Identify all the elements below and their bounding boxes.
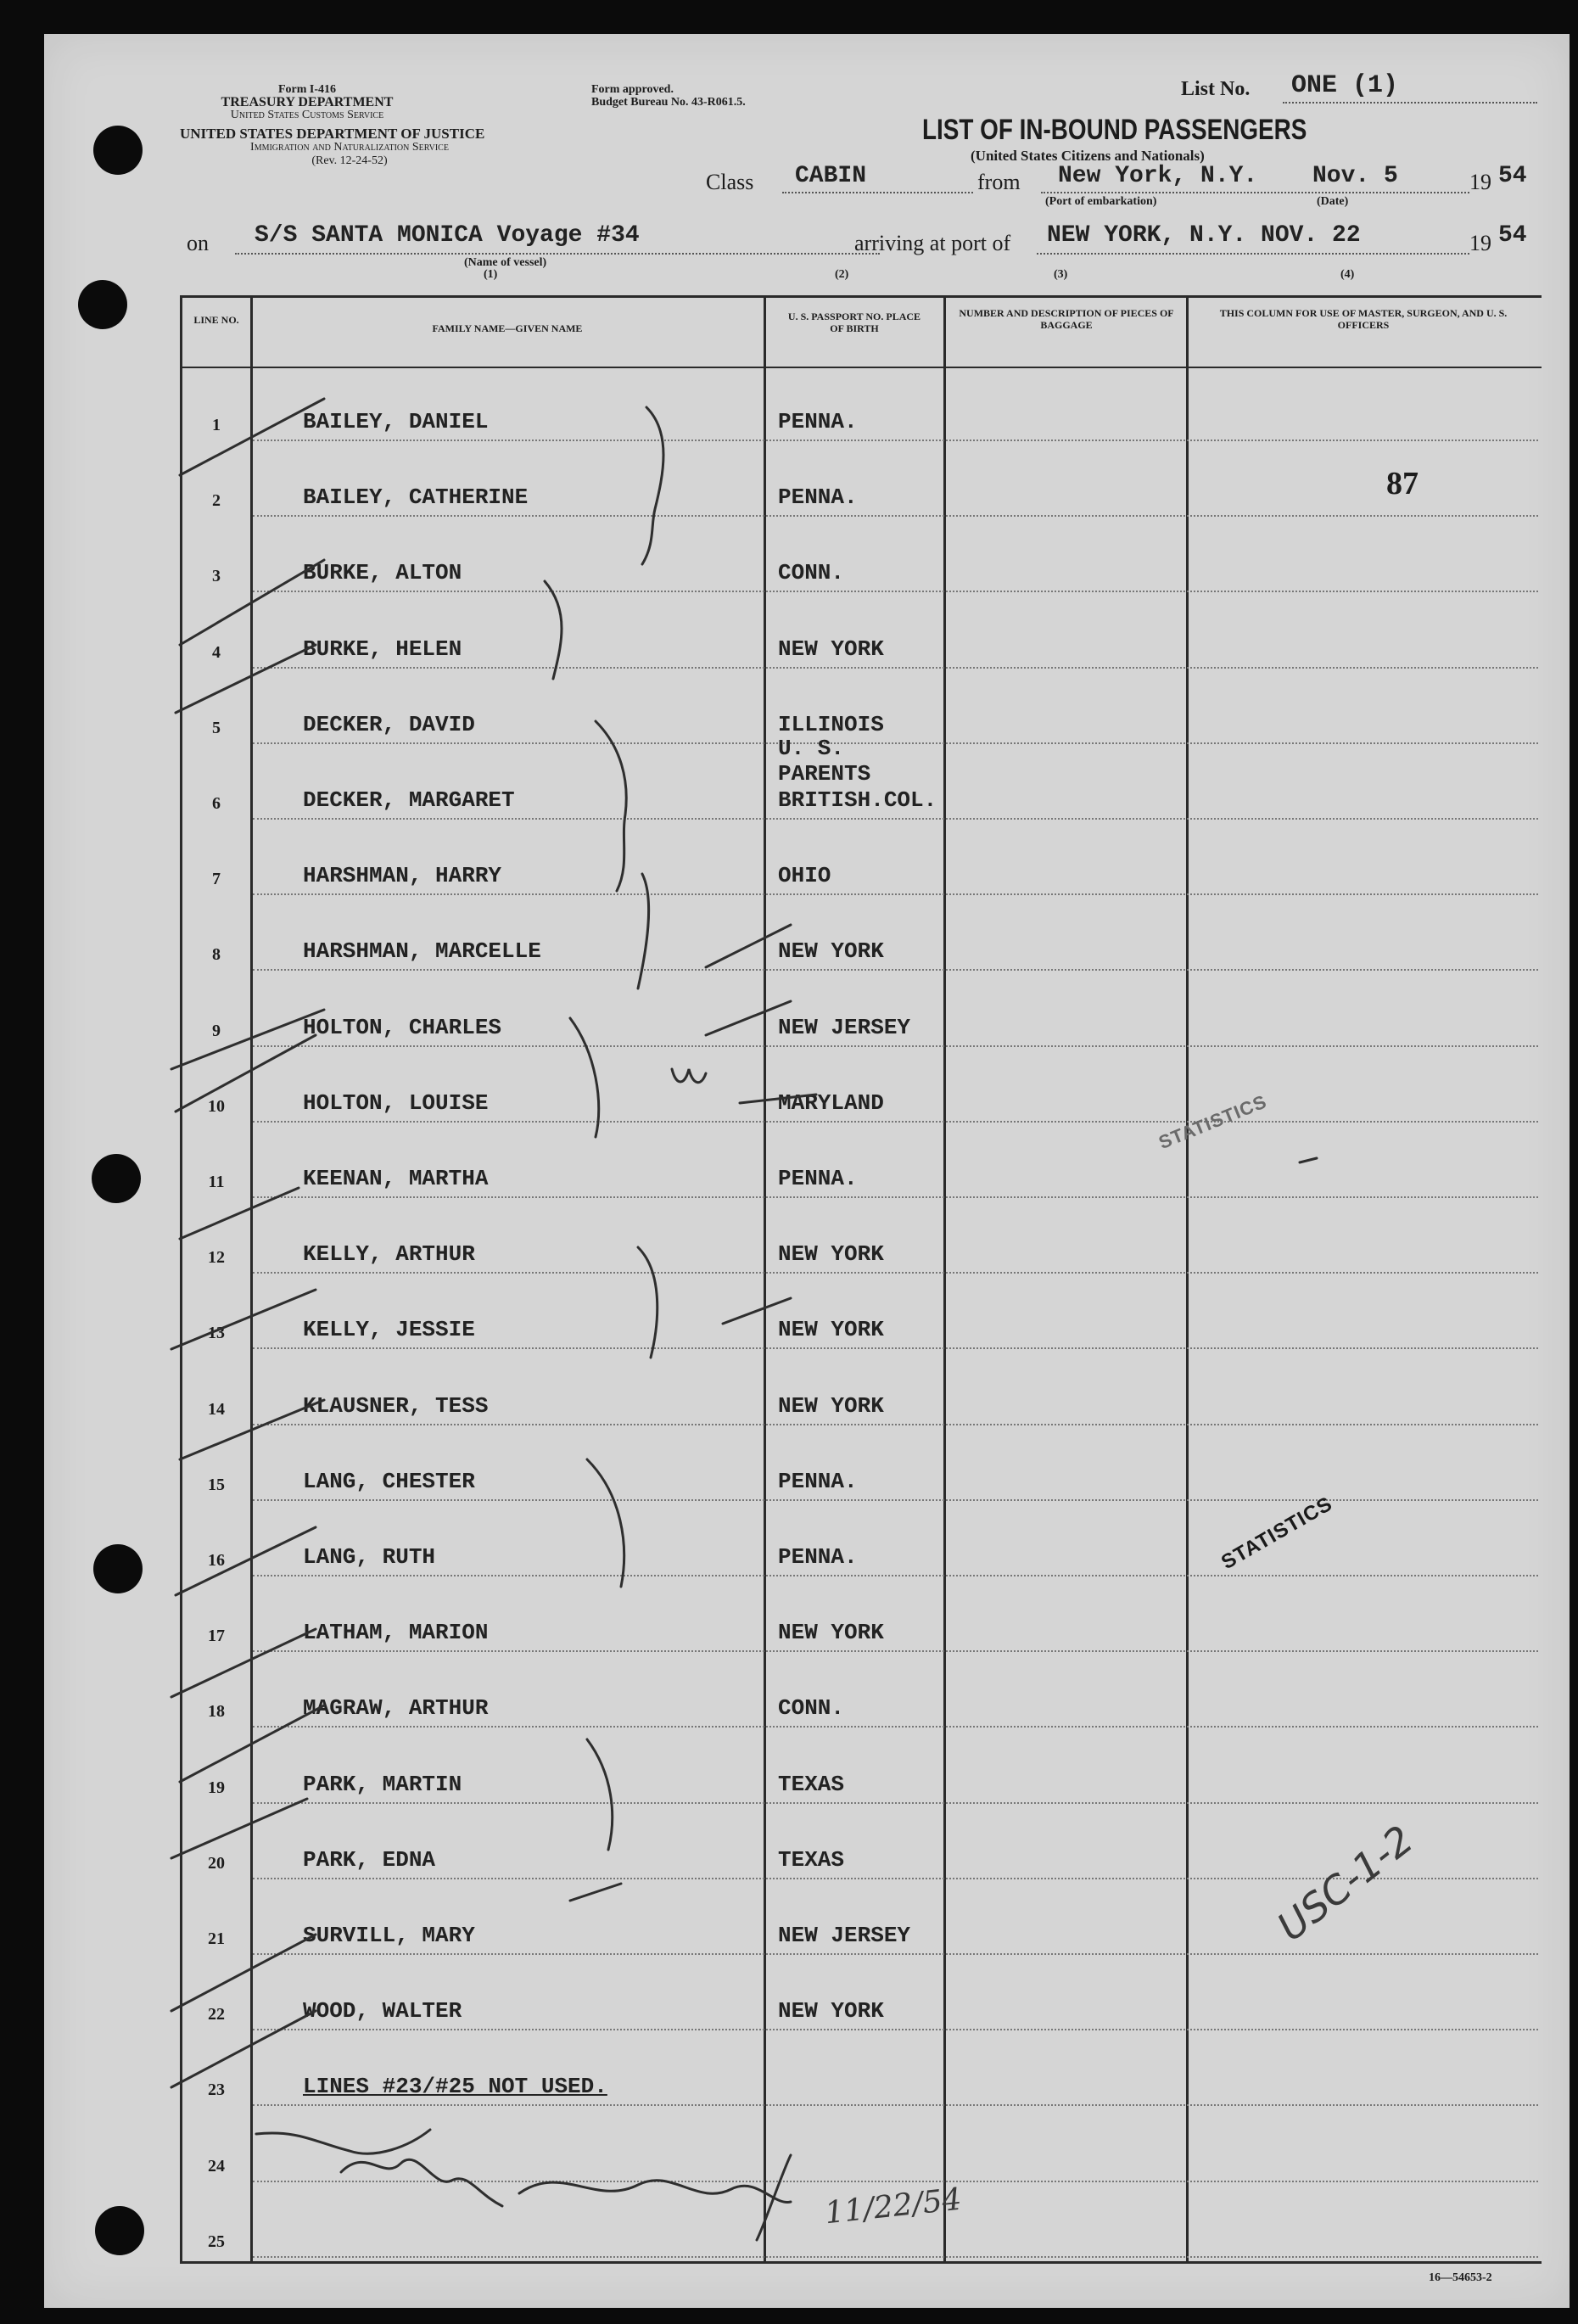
- place-of-birth: NEW JERSEY: [778, 1014, 911, 1040]
- list-no-label: List No.: [1181, 78, 1251, 100]
- line-number: 3: [212, 567, 221, 586]
- place-of-birth: NEW YORK: [778, 938, 884, 965]
- birth-extra-parents: PARENTS: [778, 761, 871, 787]
- caption-4: (4): [1340, 268, 1355, 281]
- caption-3: (3): [1054, 268, 1068, 281]
- revision: (Rev. 12-24-52): [311, 154, 388, 167]
- passenger-name: DECKER, MARGARET: [303, 787, 515, 813]
- form-title: LIST OF IN-BOUND PASSENGERS: [922, 114, 1307, 146]
- passenger-name: BAILEY, CATHERINE: [303, 484, 529, 511]
- line-number: 22: [208, 2005, 225, 2024]
- place-of-birth: NEW YORK: [778, 1241, 884, 1268]
- passenger-name: SURVILL, MARY: [303, 1923, 475, 1948]
- class-value: CABIN: [795, 163, 867, 189]
- line-number: 2: [212, 491, 221, 511]
- passenger-name: KLAUSNER, TESS: [303, 1392, 489, 1419]
- document-page: [44, 34, 1570, 2308]
- passenger-name: PARK, MARTIN: [303, 1771, 462, 1797]
- signature-date: 11/22/54: [823, 2181, 964, 2232]
- form-approved: Form approved.: [591, 83, 674, 96]
- place-of-birth: PENNA.: [778, 1468, 858, 1494]
- line-number: 20: [208, 1853, 225, 1873]
- line-number: 12: [208, 1248, 225, 1268]
- passenger-name: LATHAM, MARION: [303, 1620, 489, 1646]
- header-line-no: LINE NO.: [193, 314, 239, 326]
- passenger-name: BURKE, ALTON: [303, 560, 462, 586]
- ins-service: Immigration and Naturalization Service: [250, 141, 449, 154]
- line-number: 17: [208, 1627, 225, 1646]
- line-number: 8: [212, 945, 221, 965]
- place-of-birth: NEW YORK: [778, 1392, 884, 1419]
- line-number: 1: [212, 416, 221, 434]
- list-no-value: ONE (1): [1291, 71, 1399, 100]
- header-officers: THIS COLUMN FOR USE OF MASTER, SURGEON, AND U. S. OFFICERS: [1219, 307, 1508, 331]
- header-baggage: NUMBER AND DESCRIPTION OF PIECES OF BAGGAGE: [959, 307, 1174, 331]
- treasury-dept: TREASURY DEPARTMENT: [221, 95, 394, 109]
- birth-extra-us: U. S.: [778, 736, 845, 761]
- place-of-birth: TEXAS: [778, 1846, 845, 1873]
- vessel-caption: (Name of vessel): [464, 256, 547, 269]
- line-number: 21: [208, 1929, 225, 1948]
- usc-handwritten-note: USC-1-2: [1268, 1816, 1422, 1951]
- place-of-birth: NEW YORK: [778, 636, 884, 662]
- from-label: from: [977, 170, 1021, 194]
- passenger-name: BAILEY, DANIEL: [303, 409, 489, 434]
- passenger-name: HARSHMAN, MARCELLE: [303, 938, 541, 965]
- year-prefix: 19: [1469, 170, 1491, 194]
- passenger-name: KELLY, ARTHUR: [303, 1241, 475, 1268]
- passenger-name: DECKER, DAVID: [303, 711, 475, 737]
- line-number: 6: [212, 794, 221, 813]
- passenger-name: HOLTON, CHARLES: [303, 1014, 502, 1040]
- port-caption: (Port of embarkation): [1045, 195, 1157, 208]
- place-of-birth: PENNA.: [778, 1166, 858, 1191]
- line-number: 25: [208, 2232, 225, 2251]
- passenger-name: KEENAN, MARTHA: [303, 1166, 489, 1191]
- on-label: on: [187, 231, 209, 255]
- place-of-birth: CONN.: [778, 1695, 845, 1722]
- caption-2: (2): [835, 268, 849, 281]
- passenger-name: PARK, EDNA: [303, 1846, 436, 1873]
- line-number: 16: [208, 1551, 225, 1570]
- line-number: 10: [208, 1096, 225, 1116]
- place-of-birth: NEW YORK: [778, 1317, 884, 1343]
- footer-code: 16—54653-2: [1429, 2271, 1492, 2284]
- place-of-birth: TEXAS: [778, 1771, 845, 1797]
- line-number: 7: [212, 870, 221, 889]
- header-name: FAMILY NAME—GIVEN NAME: [432, 322, 583, 334]
- date-caption: (Date): [1317, 195, 1349, 208]
- line-number: 5: [212, 718, 221, 737]
- place-of-birth: NEW YORK: [778, 1998, 884, 2024]
- place-of-birth: PENNA.: [778, 409, 858, 434]
- place-of-birth: OHIO: [778, 863, 831, 889]
- place-of-birth: PENNA.: [778, 1544, 858, 1570]
- arriving-value: NEW YORK, N.Y. NOV. 22: [1047, 222, 1361, 249]
- line-number: 9: [212, 1021, 221, 1040]
- passenger-name: KELLY, JESSIE: [303, 1317, 475, 1343]
- passenger-name: HARSHMAN, HARRY: [303, 863, 502, 889]
- line-number: 18: [208, 1702, 225, 1722]
- passenger-name: LANG, CHESTER: [303, 1468, 475, 1494]
- place-of-birth: ILLINOIS: [778, 711, 884, 737]
- year2-prefix: 19: [1469, 231, 1491, 255]
- line-number: 11: [208, 1173, 225, 1191]
- place-of-birth: MARYLAND: [778, 1089, 884, 1116]
- budget-bureau: Budget Bureau No. 43-R061.5.: [591, 96, 746, 109]
- statistics-stamp: STATISTICS: [1217, 1492, 1337, 1575]
- class-label: Class: [706, 170, 754, 194]
- form-subtitle: (United States Citizens and Nationals): [971, 148, 1205, 164]
- passenger-name: LINES #23/#25 NOT USED.: [303, 2074, 607, 2100]
- handwritten-marks: [44, 34, 1570, 2308]
- passenger-name: BURKE, HELEN: [303, 636, 462, 662]
- statistics-stamp-faded: STATISTICS: [1156, 1090, 1270, 1154]
- caption-1: (1): [484, 268, 498, 281]
- year-value: 54: [1498, 163, 1527, 189]
- passenger-name: HOLTON, LOUISE: [303, 1089, 489, 1116]
- form-number: Form I-416: [277, 83, 337, 96]
- justice-dept: UNITED STATES DEPARTMENT OF JUSTICE: [180, 126, 485, 142]
- number-87: 87: [1386, 466, 1419, 501]
- line-number: 14: [208, 1399, 225, 1419]
- line-number: 15: [208, 1475, 225, 1494]
- date-value: Nov. 5: [1312, 163, 1398, 189]
- line-number: 19: [208, 1778, 225, 1797]
- year2-value: 54: [1498, 222, 1527, 249]
- place-of-birth: NEW YORK: [778, 1620, 884, 1646]
- from-value: New York, N.Y.: [1058, 163, 1258, 189]
- passenger-name: WOOD, WALTER: [303, 1998, 462, 2024]
- line-number: 4: [212, 642, 221, 662]
- customs-service: United States Customs Service: [230, 109, 384, 121]
- line-number: 24: [208, 2156, 225, 2176]
- place-of-birth: NEW JERSEY: [778, 1923, 911, 1948]
- header-passport: U. S. PASSPORT NO. PLACE OF BIRTH: [787, 311, 921, 334]
- place-of-birth: CONN.: [778, 560, 845, 586]
- line-number: 23: [208, 2080, 225, 2100]
- place-of-birth: PENNA.: [778, 484, 858, 511]
- passenger-name: MAGRAW, ARTHUR: [303, 1695, 489, 1722]
- line-number: 13: [208, 1324, 225, 1343]
- passenger-name: LANG, RUTH: [303, 1544, 436, 1570]
- arriving-label: arriving at port of: [854, 231, 1011, 255]
- place-of-birth: BRITISH.COL.: [778, 787, 937, 813]
- vessel-value: S/S SANTA MONICA Voyage #34: [255, 222, 640, 249]
